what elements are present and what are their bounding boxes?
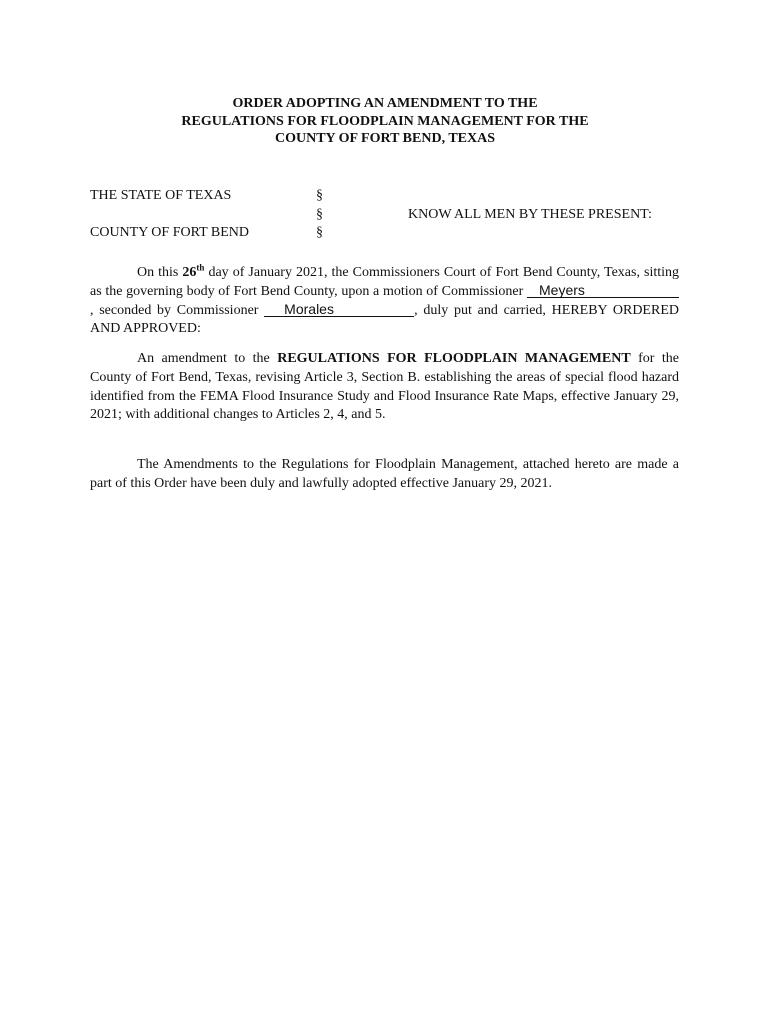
p1-text-b: day of January 2021, the Commissioners Court of Fort Bend County, Texas, sitting as the governing body of Fort Bend County, upon a motion of Commissioner (90, 265, 679, 299)
paragraph-adoption (90, 456, 679, 494)
know-all-men-heading: KNOW ALL MEN BY THESE PRESENT: (408, 207, 652, 222)
section-mark-1: § (316, 188, 323, 203)
paragraph-motion (90, 264, 679, 339)
mover-field[interactable] (527, 283, 679, 298)
p3-text: The Amendments to the Regulations for Floodplain Management, attached hereto are made a part of this Order have been duly and lawfully adopted effective January 29, 2021. (90, 457, 679, 491)
p1-day-suffix: th (196, 262, 205, 273)
p1-text-a: On this (137, 265, 183, 280)
title-line-1: ORDER ADOPTING AN AMENDMENT TO THE (232, 96, 538, 111)
p2-text-b: for the County of Fort Bend, Texas, revising Article 3, Section B. establishing the areas of special flood hazard identified from the FEMA Flood Insurance Study and Flood Insurance Rate Maps, effective January 29, 2021; with additional changes to Articles 2, 4, and 5. (90, 351, 679, 423)
section-mark-2: § (316, 207, 323, 222)
seconder-field[interactable] (264, 302, 414, 317)
p1-text-c: , seconded by Commissioner (90, 302, 265, 318)
county-label: COUNTY OF FORT BEND (90, 225, 250, 240)
mover-name: Meyers (539, 281, 585, 298)
p1-text-d: , duly put and carried, HEREBY ORDERED AND APPROVED: (90, 302, 679, 337)
p2-bold-title: REGULATIONS FOR FLOODPLAIN MANAGEMENT (277, 351, 631, 366)
seconder-name: Morales (284, 300, 334, 317)
title-line-3: COUNTY OF FORT BEND, TEXAS (274, 131, 496, 146)
state-label: THE STATE OF TEXAS (90, 188, 232, 203)
p2-text-a: An amendment to the (137, 351, 278, 366)
p1-day: 26 (182, 265, 197, 280)
title-line-2: REGULATIONS FOR FLOODPLAIN MANAGEMENT FOR THE (181, 113, 589, 129)
paragraph-amendment (90, 350, 679, 425)
document-title (0, 95, 770, 148)
section-mark-3: § (316, 225, 323, 240)
